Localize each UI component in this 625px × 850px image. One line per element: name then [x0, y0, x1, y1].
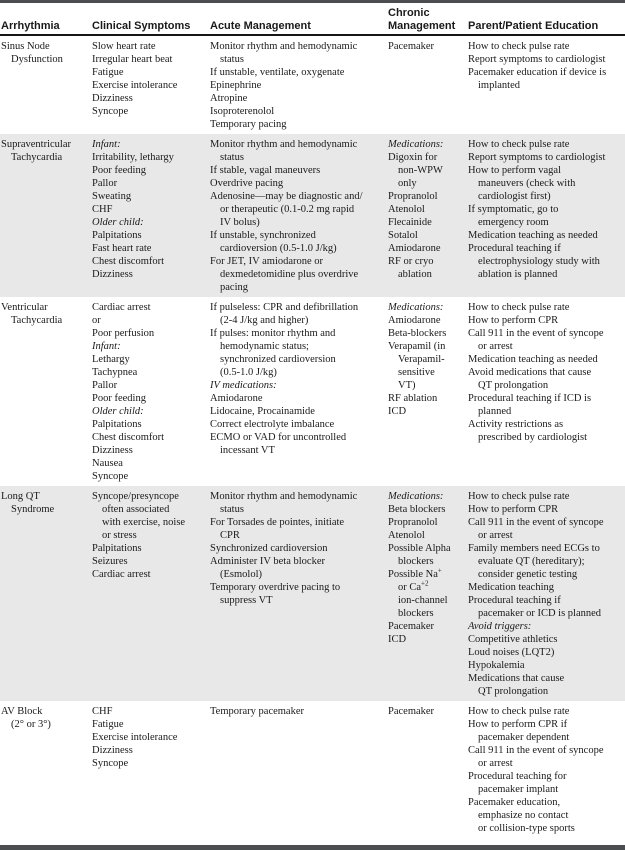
text-line: planned — [478, 406, 512, 417]
text-line: CHF — [92, 706, 113, 717]
text-line: or arrest — [478, 530, 513, 541]
cell-education — [468, 705, 625, 835]
text-line: Older child: — [92, 217, 144, 228]
text-line: or therapeutic (0.1-0.2 mg rapid — [220, 204, 355, 215]
text-line: Epinephrine — [210, 80, 262, 91]
text-line: Procedural teaching for — [468, 771, 567, 782]
text-line: pacemaker dependent — [478, 732, 570, 743]
text-line: synchronized cardioversion — [220, 354, 336, 365]
text-line: Poor feeding — [92, 393, 146, 404]
text-line: Monitor rhythm and hemodynamic — [210, 491, 358, 502]
text-line: (Esmolol) — [220, 569, 262, 580]
text-line: or — [92, 315, 101, 326]
text-line: Isoproterenolol — [210, 106, 275, 117]
cell-acute — [210, 705, 388, 835]
text-line: Synchronized cardioversion — [210, 543, 328, 554]
cell-symptoms — [92, 40, 210, 131]
text-line: Sweating — [92, 191, 132, 202]
text-line: Exercise intolerance — [92, 80, 178, 91]
text-line: Syncope/presyncope — [92, 491, 179, 502]
text-line: How to check pulse rate — [468, 139, 570, 150]
text-line: ICD — [388, 634, 407, 645]
text-line: IV bolus) — [220, 217, 260, 228]
cell-acute — [210, 301, 388, 483]
text-line: only — [398, 178, 417, 189]
table-body — [0, 36, 625, 838]
text-line: Call 911 in the event of syncope — [468, 328, 604, 339]
text-line: Older child: — [92, 406, 144, 417]
text-line: maneuvers (check with — [478, 178, 576, 189]
text-line: Beta-blockers — [388, 328, 447, 339]
text-line: pacemaker implant — [478, 784, 559, 795]
text-line: If pulseless: CPR and defibrillation — [210, 302, 359, 313]
text-line: How to check pulse rate — [468, 706, 570, 717]
text-line: Pallor — [92, 178, 118, 189]
text-line: Dizziness — [92, 269, 133, 280]
text-line: Medication teaching as needed — [468, 230, 598, 241]
text-line: (0.5-1.0 J/kg) — [220, 367, 277, 378]
text-line: Slow heart rate — [92, 41, 156, 52]
cell-chronic — [388, 301, 468, 483]
cell-arrhythmia — [0, 138, 92, 294]
text-line: Atropine — [210, 93, 248, 104]
text-line: ion-channel — [398, 595, 448, 606]
cell-education — [468, 301, 625, 483]
cell-symptoms — [92, 490, 210, 698]
text-line: Pallor — [92, 380, 118, 391]
text-line: Amiodarone — [388, 315, 441, 326]
table-row — [0, 134, 625, 297]
text-line: sensitive — [398, 367, 435, 378]
text-line: If stable, vagal maneuvers — [210, 165, 321, 176]
text-line: with exercise, noise — [102, 517, 186, 528]
text-line: Pacemaker education if device is — [468, 67, 607, 78]
text-line: QT prolongation — [478, 686, 549, 697]
text-line: How to perform CPR — [468, 504, 559, 515]
text-line: Monitor rhythm and hemodynamic — [210, 139, 358, 150]
cell-arrhythmia — [0, 301, 92, 483]
text-line: consider genetic testing — [478, 569, 578, 580]
text-line: or arrest — [478, 758, 513, 769]
text-line: Cardiac arrest — [92, 569, 151, 580]
text-line: For Torsades de pointes, initiate — [210, 517, 345, 528]
text-line: How to perform vagal — [468, 165, 562, 176]
text-line: Medications: — [388, 302, 444, 313]
text-line: or stress — [102, 530, 137, 541]
text-line: Verapamil- — [398, 354, 445, 365]
text-line: Tachycardia — [11, 152, 63, 163]
table-bottom-rule — [0, 845, 625, 850]
text-line: Avoid triggers: — [468, 621, 532, 632]
text-line: Correct electrolyte imbalance — [210, 419, 335, 430]
cell-arrhythmia — [0, 40, 92, 131]
text-line: If symptomatic, go to — [468, 204, 559, 215]
text-line: suppress VT — [220, 595, 273, 606]
text-line: Medication teaching — [468, 582, 555, 593]
text-line: How to perform CPR if — [468, 719, 568, 730]
text-line: hemodynamic status; — [220, 341, 309, 352]
text-line: Fatigue — [92, 67, 124, 78]
cell-chronic — [388, 490, 468, 698]
text-line: If unstable, ventilate, oxygenate — [210, 67, 345, 78]
text-line: How to check pulse rate — [468, 41, 570, 52]
text-line: Monitor rhythm and hemodynamic — [210, 41, 358, 52]
text-line: Infant: — [92, 341, 121, 352]
text-line: Dizziness — [92, 745, 133, 756]
text-line: Chest discomfort — [92, 432, 165, 443]
text-line: Verapamil (in — [388, 341, 446, 352]
text-line: or $Ca^{+2}$ — [398, 579, 429, 593]
text-line: Medications: — [388, 139, 444, 150]
text-line: (2-4 J/kg and higher) — [220, 315, 309, 326]
text-line: blockers — [398, 556, 434, 567]
text-line: Exercise intolerance — [92, 732, 178, 743]
text-line: Medication teaching as needed — [468, 354, 598, 365]
cell-chronic — [388, 138, 468, 294]
text-line: or arrest — [478, 341, 513, 352]
column-header-chronic-management: Chronic Management — [388, 7, 456, 32]
text-line: Long QT — [1, 491, 40, 502]
text-line: Overdrive pacing — [210, 178, 284, 189]
column-header-acute-management: Acute Management — [210, 19, 311, 32]
text-line: Syncope — [92, 106, 129, 117]
text-line: Palpitations — [92, 543, 142, 554]
text-line: Loud noises (LQT2) — [468, 647, 555, 658]
text-line: status — [220, 54, 244, 65]
text-line: Call 911 in the event of syncope — [468, 745, 604, 756]
text-line: How to perform CPR — [468, 315, 559, 326]
text-line: prescribed by cardiologist — [478, 432, 588, 443]
table-row — [0, 486, 625, 701]
text-line: status — [220, 504, 244, 515]
text-line: Infant: — [92, 139, 121, 150]
text-line: Temporary pacemaker — [210, 706, 305, 717]
table-row — [0, 701, 625, 838]
text-line: ablation — [398, 269, 432, 280]
text-line: Medications that cause — [468, 673, 565, 684]
text-line: Adenosine—may be diagnostic and/ — [210, 191, 363, 202]
text-line: Competitive athletics — [468, 634, 558, 645]
text-line: evaluate QT (hereditary); — [478, 556, 585, 567]
text-line: Temporary pacing — [210, 119, 287, 130]
text-line: Call 911 in the event of syncope — [468, 517, 604, 528]
table-row — [0, 36, 625, 134]
text-line: status — [220, 152, 244, 163]
text-line: Fast heart rate — [92, 243, 152, 254]
text-line: VT) — [398, 380, 416, 391]
text-line: Procedural teaching if — [468, 595, 561, 606]
text-line: How to check pulse rate — [468, 491, 570, 502]
text-line: Chest discomfort — [92, 256, 165, 267]
text-line: Avoid medications that cause — [468, 367, 592, 378]
text-line: QT prolongation — [478, 380, 549, 391]
text-line: cardiologist first) — [478, 191, 551, 202]
text-line: Sinus Node — [1, 41, 50, 52]
text-line: Fatigue — [92, 719, 124, 730]
text-line: Syncope — [92, 471, 129, 482]
text-line: Irritability, lethargy — [92, 152, 174, 163]
text-line: How to check pulse rate — [468, 302, 570, 313]
text-line: Dysfunction — [11, 54, 63, 65]
cell-education — [468, 138, 625, 294]
text-line: emergency room — [478, 217, 549, 228]
column-header-parent-patient-education: Parent/Patient Education — [468, 19, 599, 32]
text-line: Family members need ECGs to — [468, 543, 600, 554]
column-header-arrhythmia: Arrhythmia — [1, 19, 60, 32]
cell-education — [468, 490, 625, 698]
text-line: Activity restrictions as — [468, 419, 564, 430]
text-line: If unstable, synchronized — [210, 230, 316, 241]
text-line: Cardiac arrest — [92, 302, 151, 313]
text-line: Medications: — [388, 491, 444, 502]
text-line: cardioversion (0.5-1.0 J/kg) — [220, 243, 337, 254]
text-line: Beta blockers — [388, 504, 446, 515]
text-line: Pacemaker education, — [468, 797, 561, 808]
text-line: Administer IV beta blocker — [210, 556, 325, 567]
cell-arrhythmia — [0, 705, 92, 835]
text-line: Palpitations — [92, 230, 142, 241]
text-line: Report symptoms to cardiologist — [468, 54, 606, 65]
text-line: CHF — [92, 204, 113, 215]
text-line: Pacemaker — [388, 706, 435, 717]
text-line: Temporary overdrive pacing to — [210, 582, 341, 593]
text-line: Lidocaine, Procainamide — [210, 406, 315, 417]
text-line: Hypokalemia — [468, 660, 525, 671]
text-line: Propranolol — [388, 517, 438, 528]
text-line: Syndrome — [11, 504, 55, 515]
text-line: Dizziness — [92, 93, 133, 104]
text-line: (2° or 3°) — [11, 719, 51, 730]
text-line: pacemaker or ICD is planned — [478, 608, 602, 619]
cell-symptoms — [92, 705, 210, 835]
text-line: Report symptoms to cardiologist — [468, 152, 606, 163]
table-header-row — [0, 3, 625, 36]
text-line: Digoxin for — [388, 152, 438, 163]
text-line: For JET, IV amiodarone or — [210, 256, 324, 267]
cell-acute — [210, 490, 388, 698]
text-line: IV medications: — [210, 380, 277, 391]
cell-chronic — [388, 705, 468, 835]
text-line: ablation is planned — [478, 269, 558, 280]
text-line: Atenolol — [388, 530, 425, 541]
text-line: Sotalol — [388, 230, 418, 241]
text-line: electrophysiology study with — [478, 256, 600, 267]
cell-symptoms — [92, 301, 210, 483]
text-line: Amiodarone — [210, 393, 263, 404]
text-line: RF ablation — [388, 393, 438, 404]
text-line: CPR — [220, 530, 240, 541]
text-line: incessant VT — [220, 445, 275, 456]
cell-arrhythmia — [0, 490, 92, 698]
text-line: Irregular heart beat — [92, 54, 173, 65]
text-line: Propranolol — [388, 191, 438, 202]
text-line: Nausea — [92, 458, 123, 469]
text-line: Pacemaker — [388, 41, 435, 52]
text-line: Flecainide — [388, 217, 432, 228]
text-line: Supraventricular — [1, 139, 71, 150]
text-line: Lethargy — [92, 354, 130, 365]
text-line: Pacemaker — [388, 621, 435, 632]
table-row — [0, 297, 625, 486]
cell-symptoms — [92, 138, 210, 294]
text-line: Dizziness — [92, 445, 133, 456]
column-header-clinical-symptoms: Clinical Symptoms — [92, 19, 191, 32]
text-line: blockers — [398, 608, 434, 619]
cell-chronic — [388, 40, 468, 131]
text-line: Procedural teaching if — [468, 243, 561, 254]
text-line: often associated — [102, 504, 170, 515]
text-line: ECMO or VAD for uncontrolled — [210, 432, 347, 443]
text-line: emphasize no contact — [478, 810, 569, 821]
cell-education — [468, 40, 625, 131]
text-line: ICD — [388, 406, 407, 417]
text-line: Possible Alpha — [388, 543, 451, 554]
text-line: Tachypnea — [92, 367, 138, 378]
text-line: non-WPW — [398, 165, 443, 176]
text-line: dexmedetomidine plus overdrive — [220, 269, 359, 280]
text-line: Syncope — [92, 758, 129, 769]
text-line: Palpitations — [92, 419, 142, 430]
text-line: Possible Na+ — [388, 566, 442, 580]
text-line: or collision-type sports — [478, 823, 575, 834]
text-line: Amiodarone — [388, 243, 441, 254]
text-line: Tachycardia — [11, 315, 63, 326]
text-line: Poor feeding — [92, 165, 146, 176]
text-line: pacing — [220, 282, 248, 293]
text-line: RF or cryo — [388, 256, 434, 267]
text-line: Atenolol — [388, 204, 425, 215]
cell-acute — [210, 40, 388, 131]
text-line: implanted — [478, 80, 520, 91]
text-line: AV Block — [1, 706, 43, 717]
text-line: If pulses: monitor rhythm and — [210, 328, 336, 339]
text-line: Seizures — [92, 556, 128, 567]
cell-acute — [210, 138, 388, 294]
text-line: Ventricular — [1, 302, 48, 313]
text-line: Procedural teaching if ICD is — [468, 393, 592, 404]
text-line: Poor perfusion — [92, 328, 155, 339]
